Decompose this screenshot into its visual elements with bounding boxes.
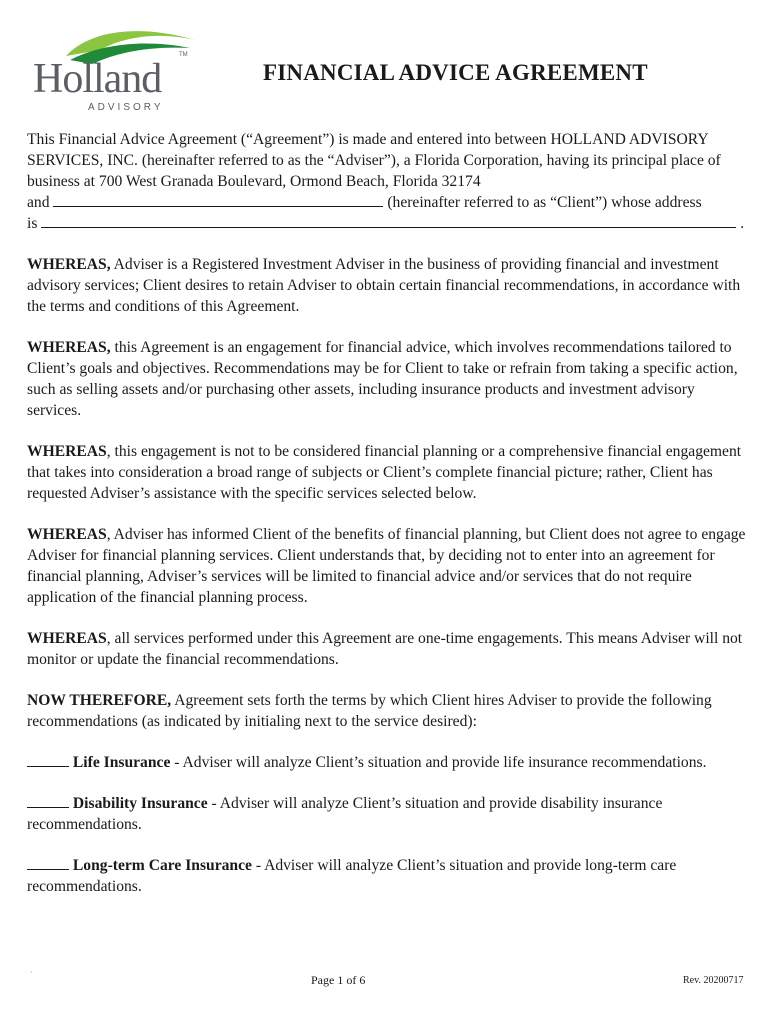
initial-blank[interactable] bbox=[27, 793, 69, 808]
agreement-body bbox=[27, 129, 749, 917]
whereas-text: Adviser is a Registered Investment Adviser in the business of providing financial and investment advisory services; Client desires to retain Adviser to obtain certain financial recommendations, in accordance with the terms and conditions of this Agreement. bbox=[27, 256, 741, 315]
service-name: Life Insurance bbox=[72, 754, 171, 771]
service-name: Long-term Care Insurance bbox=[72, 857, 252, 874]
now-therefore-paragraph bbox=[27, 690, 749, 732]
intro-is-label: is bbox=[27, 215, 38, 232]
document-title: FINANCIAL ADVICE AGREEMENT bbox=[263, 60, 648, 85]
whereas-text: , Adviser has informed Client of the benefits of financial planning, but Client does not agree to engage Adviser for financial planning services. Client understands that, by deciding not to enter into an agreement for financial planning, Adviser’s services will be limited to financial advice and/or services that do not require application of the financial planning process. bbox=[27, 526, 746, 606]
logo-trademark: TM bbox=[179, 52, 188, 58]
service-description: - Adviser will analyze Client’s situation and provide long-term care recommendations. bbox=[27, 857, 677, 895]
whereas-lead: WHEREAS bbox=[27, 630, 107, 647]
initial-blank[interactable] bbox=[27, 855, 69, 870]
initial-blank[interactable] bbox=[27, 752, 69, 767]
service-option bbox=[27, 855, 749, 897]
holland-advisory-logo bbox=[30, 26, 200, 116]
whereas-paragraph bbox=[27, 441, 749, 504]
logo-subtitle: ADVISORY bbox=[88, 102, 164, 113]
whereas-lead: WHEREAS, bbox=[27, 256, 111, 273]
intro-end: . bbox=[740, 215, 745, 232]
service-option bbox=[27, 752, 749, 773]
intro-paragraph bbox=[27, 129, 749, 234]
client-name-blank[interactable] bbox=[53, 192, 383, 207]
revision-label: Rev. 20200717 bbox=[683, 975, 744, 986]
whereas-paragraph bbox=[27, 524, 749, 608]
whereas-text: , this engagement is not to be considered financial planning or a comprehensive financial engagement that takes into consideration a broad range of subjects or Client’s complete financial picture; rather, Client has requested Adviser’s assistance with the specific services selected below. bbox=[27, 443, 742, 502]
whereas-paragraph bbox=[27, 337, 749, 421]
now-therefore-text: Agreement sets forth the terms by which Client hires Adviser to provide the following recommendations (as indicated by initialing next to the service desired): bbox=[27, 692, 712, 730]
intro-client-text: (hereinafter referred to as “Client”) whose address bbox=[387, 194, 702, 211]
whereas-lead: WHEREAS, bbox=[27, 339, 111, 356]
service-option bbox=[27, 793, 749, 835]
intro-and-label: and bbox=[27, 194, 50, 211]
footer-mark: ` bbox=[30, 970, 33, 980]
now-therefore-lead: NOW THEREFORE, bbox=[27, 692, 172, 709]
whereas-lead: WHEREAS bbox=[27, 526, 107, 543]
service-description: - Adviser will analyze Client’s situation and provide disability insurance recommendations. bbox=[27, 795, 663, 833]
service-description: - Adviser will analyze Client’s situation and provide life insurance recommendations. bbox=[174, 754, 707, 771]
whereas-paragraph bbox=[27, 254, 749, 317]
client-address-blank[interactable] bbox=[41, 213, 736, 228]
whereas-text: , all services performed under this Agreement are one-time engagements. This means Adviser will not monitor or update the financial recommendations. bbox=[27, 630, 743, 668]
whereas-paragraph bbox=[27, 628, 749, 670]
intro-text: This Financial Advice Agreement (“Agreement”) is made and entered into between HOLLAND ADVISORY SERVICES, INC. (hereinafter referred to as the “Adviser”), a Florida Corporation, having its principal place of business at 700 West Granada Boulevard, Ormond Beach, Florida 32174 bbox=[27, 131, 721, 190]
page-number: Page 1 of 6 bbox=[311, 973, 366, 987]
whereas-text: this Agreement is an engagement for financial advice, which involves recommendations tailored to Client’s goals and objectives. Recommendations may be for Client to take or refrain from taking a specific action, such as selling assets and/or purchasing other assets, including insurance products and investment advisory services. bbox=[27, 339, 738, 419]
logo-wordmark: Holland bbox=[33, 56, 162, 102]
service-name: Disability Insurance bbox=[72, 795, 208, 812]
whereas-lead: WHEREAS bbox=[27, 443, 107, 460]
